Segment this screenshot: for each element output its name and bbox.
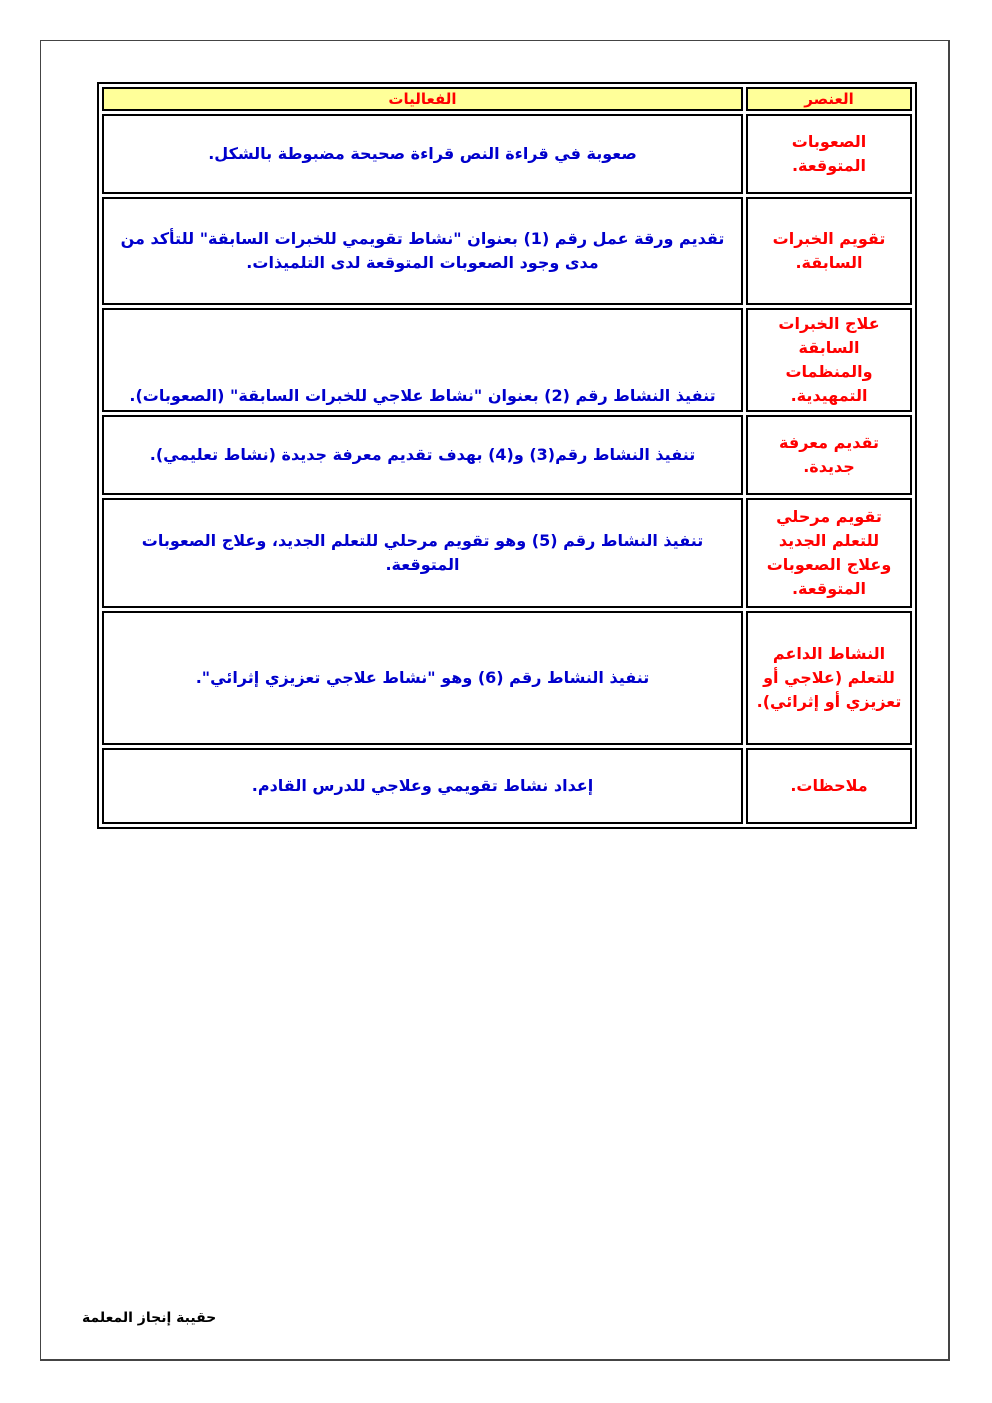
activity-cell: تقديم ورقة عمل رقم (1) بعنوان "نشاط تقويمي للخبرات السابقة" للتأكد من مدى وجود الصعوبات المتوقعة لدى التلميذات. — [102, 197, 743, 305]
table-row — [102, 308, 912, 412]
element-cell: الصعوبات المتوقعة. — [746, 114, 912, 194]
page-footer: حقيبة إنجاز المعلمة — [82, 1310, 217, 1326]
element-cell: تقويم مرحلي للتعلم الجديد وعلاج الصعوبات المتوقعة. — [746, 498, 912, 608]
table-row — [102, 114, 912, 194]
element-cell: تقويم الخبرات السابقة. — [746, 197, 912, 305]
activity-cell: تنفيذ النشاط رقم(3) و(4) بهدف تقديم معرفة جديدة (نشاط تعليمي). — [102, 415, 743, 495]
element-cell: النشاط الداعم للتعلم (علاجي أو تعزيزي أو إثرائي). — [746, 611, 912, 745]
activity-cell: تنفيذ النشاط رقم (2) بعنوان "نشاط علاجي للخبرات السابقة" (الصعوبات). — [102, 308, 743, 412]
table-row — [102, 611, 912, 745]
table-row — [102, 415, 912, 495]
element-cell: ملاحظات. — [746, 748, 912, 824]
element-cell: تقديم معرفة جديدة. — [746, 415, 912, 495]
table-row — [102, 748, 912, 824]
table-row — [102, 197, 912, 305]
header-activities: الفعاليات — [102, 87, 743, 111]
activity-cell: تنفيذ النشاط رقم (5) وهو تقويم مرحلي للتعلم الجديد، وعلاج الصعوبات المتوقعة. — [102, 498, 743, 608]
lesson-plan-table — [97, 82, 917, 829]
activity-cell: صعوبة في قراءة النص قراءة صحيحة مضبوطة بالشكل. — [102, 114, 743, 194]
header-element: العنصر — [746, 87, 912, 111]
element-cell: علاج الخبرات السابقة والمنظمات التمهيدية. — [746, 308, 912, 412]
activity-cell: تنفيذ النشاط رقم (6) وهو "نشاط علاجي تعزيزي إثرائي". — [102, 611, 743, 745]
activity-cell: إعداد نشاط تقويمي وعلاجي للدرس القادم. — [102, 748, 743, 824]
table-row — [102, 498, 912, 608]
table-header-row — [102, 87, 912, 111]
